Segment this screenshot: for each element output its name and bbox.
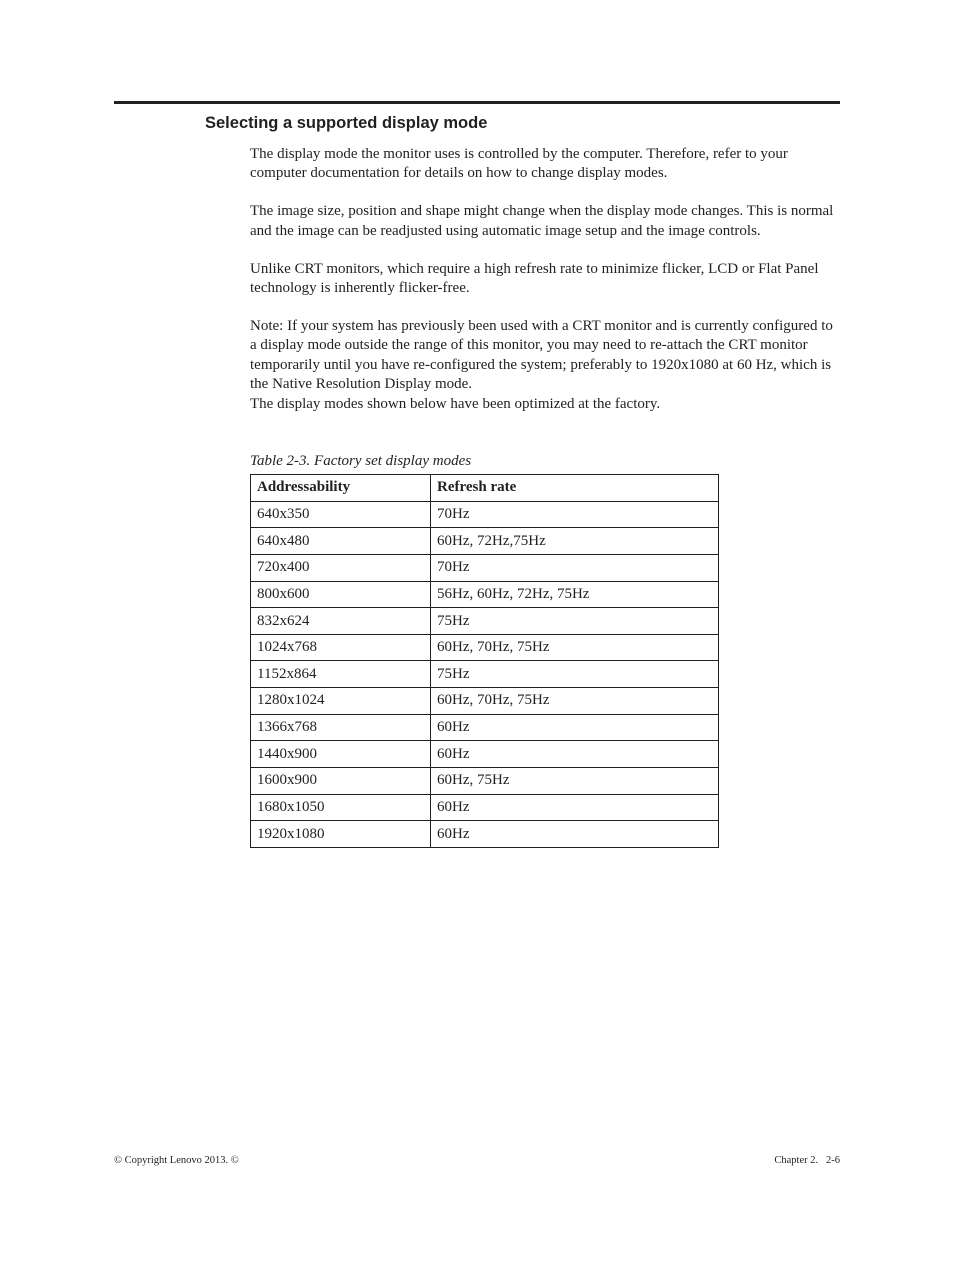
cell-refresh-rate: 60Hz	[431, 794, 719, 821]
cell-addressability: 1280x1024	[251, 688, 431, 715]
table-header-row	[251, 475, 719, 502]
cell-refresh-rate: 60Hz, 70Hz, 75Hz	[431, 634, 719, 661]
paragraph-crt-flicker: Unlike CRT monitors, which require a high refresh rate to minimize flicker, LCD or Flat Panel technology is inherently flicker-free.	[250, 260, 819, 297]
table-row	[251, 794, 719, 821]
cell-refresh-rate: 75Hz	[431, 661, 719, 688]
table-row	[251, 688, 719, 715]
cell-addressability: 1024x768	[251, 634, 431, 661]
paragraph-note: Note: If your system has previously been used with a CRT monitor and is currently configured to a display mode outside the range of this monitor, you may need to re-attach the CRT monitor temporarily until you have re-configured the system; preferably to 1920x1080 at 60 Hz, which is the Native Resolution Display mode.	[250, 317, 833, 393]
header-refresh-rate: Refresh rate	[431, 475, 719, 502]
table-row	[251, 768, 719, 795]
cell-addressability: 832x624	[251, 608, 431, 635]
footer-copyright: © Copyright Lenovo 2013. ©	[114, 1155, 239, 1166]
table-row	[251, 528, 719, 555]
table-row	[251, 634, 719, 661]
cell-refresh-rate: 60Hz, 70Hz, 75Hz	[431, 688, 719, 715]
cell-refresh-rate: 60Hz, 75Hz	[431, 768, 719, 795]
cell-addressability: 800x600	[251, 581, 431, 608]
cell-addressability: 1680x1050	[251, 794, 431, 821]
table-row	[251, 608, 719, 635]
paragraph-optimized-modes: The display modes shown below have been optimized at the factory.	[250, 395, 661, 412]
cell-addressability: 640x480	[251, 528, 431, 555]
cell-addressability: 1920x1080	[251, 821, 431, 848]
cell-refresh-rate: 60Hz, 72Hz,75Hz	[431, 528, 719, 555]
section-title: Selecting a supported display mode	[205, 114, 488, 132]
cell-addressability: 640x350	[251, 501, 431, 528]
cell-addressability: 1440x900	[251, 741, 431, 768]
table-row	[251, 741, 719, 768]
cell-refresh-rate: 70Hz	[431, 501, 719, 528]
cell-addressability: 720x400	[251, 554, 431, 581]
table-row	[251, 554, 719, 581]
display-modes-table	[250, 474, 719, 848]
paragraph-display-mode-control: The display mode the monitor uses is controlled by the computer. Therefore, refer to your computer documentation for details on how to change display modes.	[250, 146, 788, 182]
cell-refresh-rate: 60Hz	[431, 741, 719, 768]
table-row	[251, 714, 719, 741]
table-row	[251, 501, 719, 528]
table-row	[251, 661, 719, 688]
cell-addressability: 1600x900	[251, 768, 431, 795]
top-rule	[114, 101, 840, 104]
cell-refresh-rate: 70Hz	[431, 554, 719, 581]
cell-refresh-rate: 60Hz	[431, 821, 719, 848]
cell-addressability: 1366x768	[251, 714, 431, 741]
header-addressability: Addressability	[251, 475, 431, 502]
table-caption: Table 2-3. Factory set display modes	[250, 453, 472, 469]
paragraph-image-size: The image size, position and shape might change when the display mode changes. This is normal and the image can be readjusted using automatic image setup and the image controls.	[250, 203, 834, 239]
cell-refresh-rate: 60Hz	[431, 714, 719, 741]
table-row	[251, 581, 719, 608]
body-text	[250, 145, 840, 414]
cell-refresh-rate: 56Hz, 60Hz, 72Hz, 75Hz	[431, 581, 719, 608]
cell-addressability: 1152x864	[251, 661, 431, 688]
cell-refresh-rate: 75Hz	[431, 608, 719, 635]
footer-page-ref: Chapter 2. 2-6	[774, 1155, 840, 1166]
table-row	[251, 821, 719, 848]
